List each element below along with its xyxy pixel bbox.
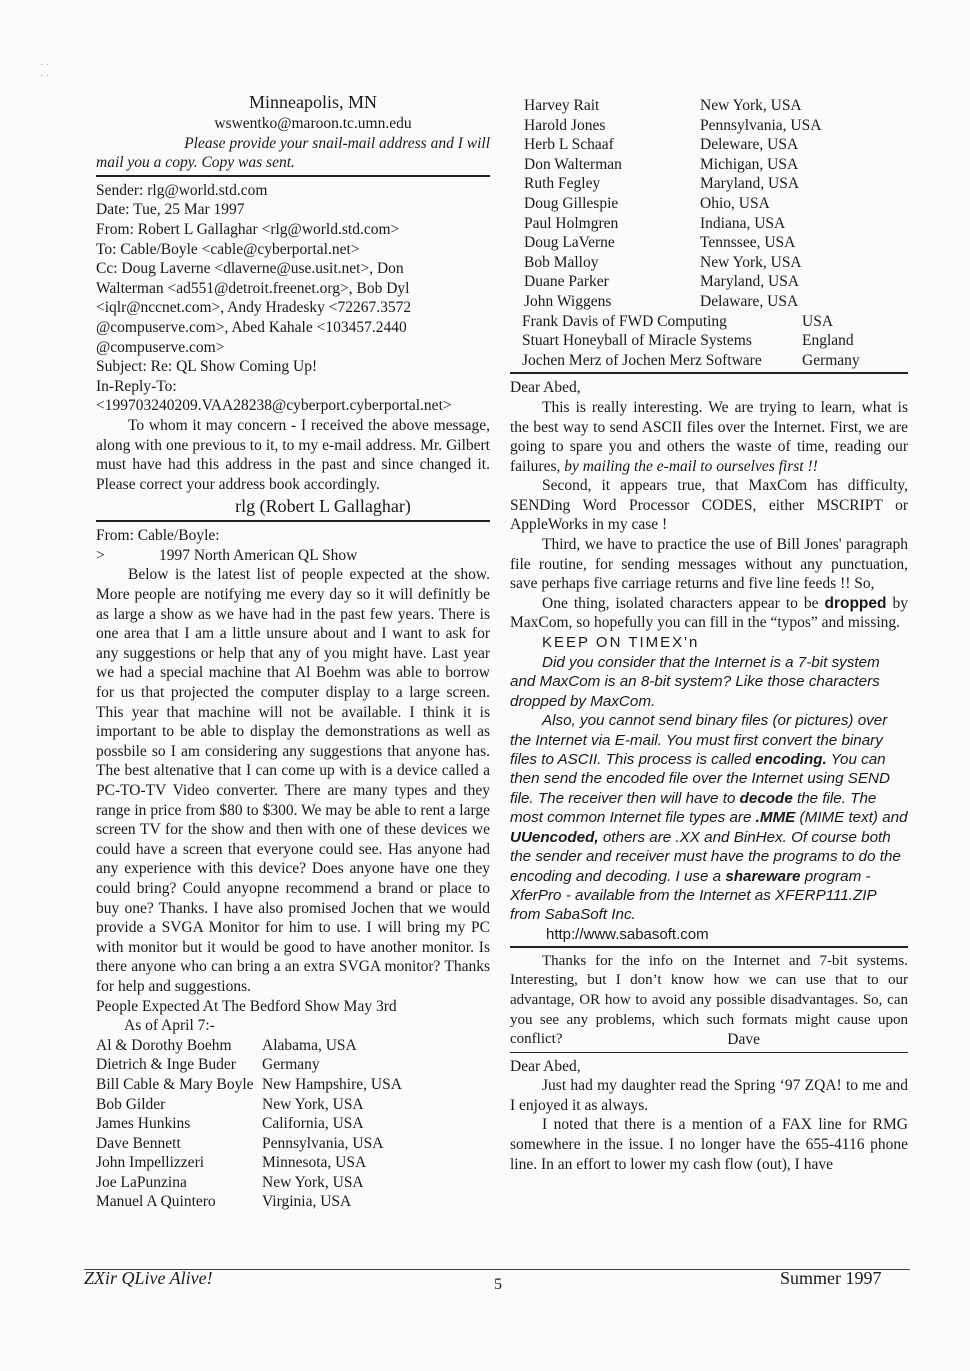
attendee-place: New Hampshire, USA [262, 1075, 402, 1093]
attendee-row [524, 214, 821, 234]
attendee-row [522, 331, 862, 351]
email-header-line: Walterman <ad551@detroit.freenet.org>, Bob Dyl [96, 279, 410, 297]
attendee-name: Doug LaVerne [524, 234, 615, 252]
greeting: Dear Abed, [510, 379, 581, 397]
divider [510, 372, 908, 374]
paragraph: This is really interesting. We are trying to learn, what is the best way to send ASCII files over the Internet. First, we are going to spare you and others the waste of time, reading our failures, by mailing the e-mail to ourselves first !! [510, 398, 908, 475]
attendee-place: New York, USA [262, 1095, 364, 1113]
attendee-place: Pennsylvania, USA [262, 1134, 384, 1152]
attendee-row [524, 292, 821, 312]
email-header-line: Cc: Doug Laverne <dlaverne@use.usit.net>, Don [96, 260, 404, 278]
attendee-row [524, 194, 821, 214]
attendee-row [524, 96, 821, 116]
attendee-place: Delaware, USA [700, 292, 799, 310]
email-header-line: Subject: Re: QL Show Coming Up! [96, 358, 318, 376]
attendee-place: Michigan, USA [700, 155, 799, 173]
attendee-place: California, USA [262, 1115, 364, 1133]
attendee-place: Alabama, USA [262, 1036, 357, 1054]
paragraph: Second, it appears true, that MaxCom has difficulty, SENDing Word Processor CODES, either MSCRIPT or AppleWorks in my case ! [510, 477, 908, 534]
email-header-line: To: Cable/Boyle <cable@cyberportal.net> [96, 240, 360, 258]
attendee-place: New York, USA [262, 1173, 364, 1191]
divider [96, 175, 490, 177]
attendee-row [522, 312, 862, 332]
keep-on-line: KEEP ON TIMEX'n [542, 634, 700, 652]
people-line: People Expected At The Bedford Show May 3rd [96, 997, 397, 1015]
email-address: wswentko@maroon.tc.umn.edu [214, 115, 412, 132]
attendee-row [524, 253, 821, 273]
paragraph: Just had my daughter read the Spring ‘97 ZQA! to me and I enjoyed it as always. [510, 1077, 908, 1114]
attendee-name: Bill Cable & Mary Boyle [96, 1075, 254, 1093]
attendee-place: Tennssee, USA [700, 234, 796, 252]
attendee-name: Ruth Fegley [524, 175, 601, 193]
attendee-row [96, 1036, 402, 1056]
attendee-name: Harold Jones [524, 116, 606, 134]
divider [510, 946, 908, 948]
request-line-2: mail you a copy. Copy was sent. [96, 154, 295, 172]
email-header-line: <199703240209.VAA28238@cyberport.cyberportal.net> [96, 397, 452, 415]
email-header [96, 181, 490, 416]
paragraph: Third, we have to practice the use of Bill Jones' paragraph file routine, for sending messages without any punctuation, save perhaps five carriage returns and five line feeds !! So, [510, 536, 908, 593]
city-heading: Minneapolis, MN [249, 92, 377, 112]
attendee-table-left [96, 1036, 402, 1212]
email-header-line: @compuserve.com>, Abed Kahale <103457.2440 [96, 318, 407, 336]
attendee-place: Pennsylvania, USA [700, 116, 822, 134]
left-column [96, 90, 490, 1212]
attendee-name: Manuel A Quintero [96, 1193, 216, 1211]
attendee-place: Maryland, USA [700, 175, 800, 193]
paragraph: One thing, isolated characters appear to be dropped by MaxCom, so hopefully you can fill in the “typos” and missing. [510, 594, 908, 632]
email-header-line: From: Robert L Gallaghar <rlg@world.std.com> [96, 220, 400, 238]
attendee-name: Paul Holmgren [524, 214, 619, 232]
request-line-1: Please provide your snail-mail address and I will [184, 134, 490, 152]
as-of-line: As of April 7:- [124, 1017, 215, 1035]
attendee-name: Duane Parker [524, 273, 609, 291]
attendee-row [524, 155, 821, 175]
attendee-row [524, 174, 821, 194]
attendee-name: Jochen Merz of Jochen Merz Software [522, 351, 762, 369]
attendee-place: Deleware, USA [700, 136, 799, 154]
attendee-row [524, 272, 821, 292]
footer-title: ZXir QLive Alive! [84, 1268, 213, 1288]
attendee-name: Al & Dorothy Boehm [96, 1036, 232, 1054]
attendee-row [96, 1075, 402, 1095]
attendee-name: Joe LaPunzina [96, 1173, 187, 1191]
attendee-name: Bob Gilder [96, 1095, 166, 1113]
attendee-row [96, 1055, 402, 1075]
attendee-place: Minnesota, USA [262, 1154, 367, 1172]
from-line: From: Cable/Boyle: [96, 527, 220, 545]
attendee-table-wide [522, 312, 862, 371]
attendee-row [96, 1095, 402, 1115]
scan-specks: · · · · [40, 60, 50, 82]
email-header-line: @compuserve.com> [96, 338, 225, 356]
reply-paragraph: Did you consider that the Internet is a 7-bit system and MaxCom is an 8-bit system? Like those characters dropped by MaxCom. [510, 654, 880, 710]
paragraph: I noted that there is a mention of a FAX line for RMG somewhere in the issue. I no longer have the 655-4116 phone line. In an effort to lower my cash flow (out), I have [510, 1116, 908, 1173]
email-header-line: Sender: rlg@world.std.com [96, 181, 268, 199]
attendee-name: Bob Malloy [524, 253, 599, 271]
attendee-name: Don Walterman [524, 155, 622, 173]
attendee-place: New York, USA [700, 253, 802, 271]
attendee-row [524, 135, 821, 155]
attendee-row [524, 233, 821, 253]
email-header-line: In-Reply-To: [96, 377, 177, 395]
attendee-place: Indiana, USA [700, 214, 786, 232]
greeting: Dear Abed, [510, 1057, 581, 1075]
attendee-row [522, 351, 862, 371]
attendee-place: USA [802, 312, 834, 330]
attendee-row [96, 1173, 402, 1193]
attendee-name: James Hunkins [96, 1115, 191, 1133]
attendee-place: Ohio, USA [700, 194, 770, 212]
dave-signature: Dave [727, 1031, 760, 1049]
attendee-name: Doug Gillespie [524, 194, 619, 212]
reply-paragraph: Also, you cannot send binary files (or pictures) over the Internet via E-mail. You must first convert the binary files to ASCII. This process is called encoding. You can then send the encoded file over the Internet using SEND file. The receiver then will have to decode the file. The most common Internet file types are .MME (MIME text) and UUencoded, others are .XX and BinHex. Of course both the sender and receiver must have the programs to do the encoding and decoding. I use a shareware program - XferPro - available from the Internet as XFERP111.ZIP from SabaSoft Inc. [510, 712, 908, 924]
email-header-line: <iqlr@nccnet.com>, Andy Hradesky <72267.3572 [96, 299, 412, 317]
page-number: 5 [494, 1276, 502, 1293]
attendee-row [96, 1114, 402, 1134]
attendee-row [524, 116, 821, 136]
attendee-name: Dave Bennett [96, 1134, 181, 1152]
concern-paragraph: To whom it may concern - I received the above message, along with one previous to it, to my e-mail address. Mr. Gilbert must have had this address in the past and since changed it. Please correct your address book accordingly. [96, 416, 490, 493]
attendee-place: Germany [262, 1056, 320, 1074]
attendee-name: John Wiggens [524, 292, 612, 310]
signature: rlg (Robert L Gallaghar) [235, 496, 411, 517]
sabasoft-link[interactable]: http://www.sabasoft.com [546, 925, 709, 943]
attendee-row [96, 1153, 402, 1173]
attendee-name: Dietrich & Inge Buder [96, 1056, 236, 1074]
attendee-place: Virginia, USA [262, 1193, 352, 1211]
attendee-name: John Impellizzeri [96, 1154, 205, 1172]
right-column [510, 96, 908, 1174]
attendee-name: Herb L Schaaf [524, 136, 614, 154]
footer-issue: Summer 1997 [780, 1268, 882, 1288]
attendee-place: England [802, 332, 854, 350]
attendee-row [96, 1134, 402, 1154]
show-line: > 1997 North American QL Show [96, 546, 358, 564]
attendee-name: Harvey Rait [524, 97, 600, 114]
email-header-line: Date: Tue, 25 Mar 1997 [96, 201, 245, 219]
attendee-place: Germany [802, 351, 860, 369]
attendee-place: New York, USA [700, 97, 802, 114]
attendee-row [96, 1192, 402, 1212]
divider [96, 520, 490, 522]
divider [510, 1052, 908, 1053]
thanks-paragraph: Thanks for the info on the Internet and 7-bit systems. Interesting, but I don’t know how we can use that to our advantage, OR how to avoid any possible disadvantages. So, can you see any problems, which such formats might cause upon conflict? [510, 952, 908, 1048]
attendee-table-right [524, 96, 821, 312]
attendee-name: Frank Davis of FWD Computing [522, 312, 727, 330]
attendee-name: Stuart Honeyball of Miracle Systems [522, 332, 752, 350]
show-paragraph: Below is the latest list of people expected at the show. More people are notifying me every day so it will definitly be as large a show as we have had in the past few years. There is one area that I am a little unsure about and I want to ask for any suggestions or help that any of you might have. Last year we had a special machine that Al Boehm was able to borrow for us that projected the computer display to a large screen. This year that machine will not be available. I think it is important to be able to display the demonstrations as well as possbile so I am considering any suggestions that anyone has. The best altenative that I can come up with is a device called a PC-TO-TV Video converter. There are many types and they range in price from $80 to $300. We may be able to rent a large screen TV for the show and then with one of these devices we could have a screen that everyone could see. Has anyone had any experience with this device? Does anyone have one they could bring? Could anyopne recommend a brand or place to buy one? Thanks. I have also promised Jochen that we would provide a SVGA Monitor for him to use. I will bring my PC with monitor but it would be good to have another monitor. Is there anyone who can bring a an extra SVGA monitor? Thanks for help and suggestions. [96, 566, 490, 995]
attendee-place: Maryland, USA [700, 273, 800, 291]
